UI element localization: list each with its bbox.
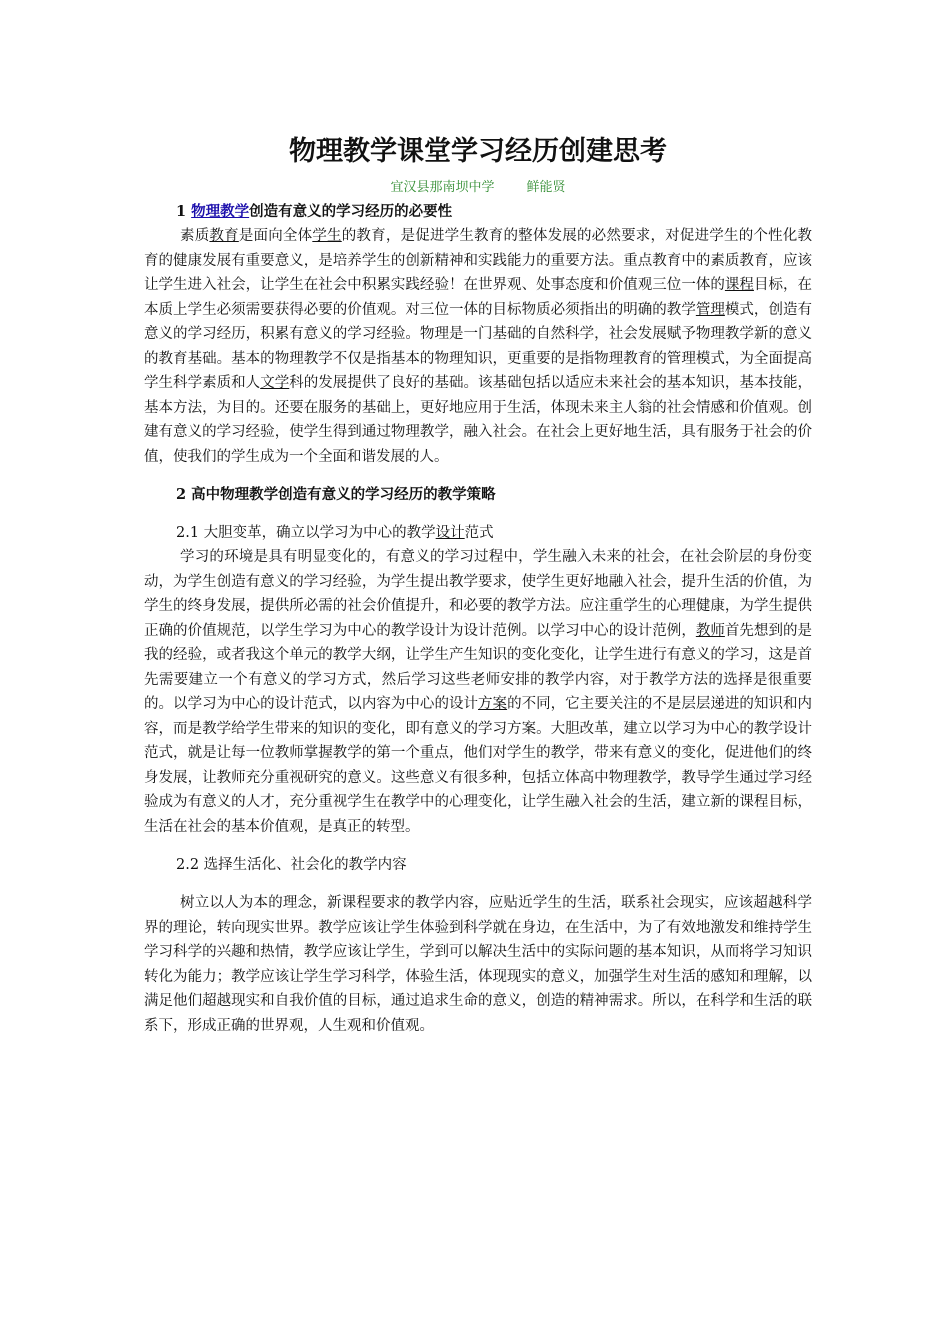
link-management[interactable]: 管理: [695, 301, 725, 318]
link-literature[interactable]: 文学: [260, 375, 290, 391]
subsection-2-1-paragraph: [144, 545, 812, 839]
text-run: 是面向全体: [238, 228, 313, 244]
subsection-2-2-heading: 2.2 选择生活化、社会化的教学内容: [176, 857, 407, 873]
author-name: 鲜能贤: [526, 180, 566, 195]
link-student[interactable]: 学生: [312, 228, 342, 244]
document-body: [144, 132, 812, 1038]
text-run: 模式，创造有意义的学习经历，积累有意义的学习经验。物理是一门基础的自然科学，社会发展赋予物理教学新的意义的教育基础。基本的物理教学不仅是指基本的物理知识，更重要的是指物理教育的管理模式，为全面提高学生科学素质和人: [144, 301, 813, 391]
section-1-number: 1: [176, 203, 192, 220]
link-curriculum[interactable]: 课程: [724, 277, 754, 293]
physics-teaching-link[interactable]: 物理教学: [191, 203, 250, 220]
text-run: 学习的环境是具有明显变化的，有意义的学习过程中，学生融入未来的社会，在社会阶层的身份变动，为学生创造有意义的学习经验，为学生提出教学要求，使学生更好地融入社会，提升生活的价值，为学生的终身发展，提供所必需的社会价值提升，和必要的教学方法。应注重学生的心理健康，为学生提供正确的价值规范，以学生学习为中心的教学设计为设计范例。以学习中心的设计范例，: [144, 549, 812, 639]
text-run: 目标，在本质上学生必须需要获得必要的价值观。对三位一体的目标物质必须指出的明确的教学: [144, 277, 813, 318]
author-line: [144, 176, 812, 200]
text-run: 首先想到的是我的经验，或者我这个单元的教学大纲，让学生产生知识的变化变化，让学生进行有意义的学习，这是首先需要建立一个有意义的学习方式，然后学习这些老师安排的教学内容，对于教学方法的选择是很重要的。以学习为中心的设计范式，以内容为中心的设计: [144, 622, 813, 712]
text-run: 范式: [464, 525, 494, 541]
subsection-2-1-heading: [144, 521, 812, 545]
section-1-heading: [144, 200, 812, 224]
section-1-paragraph: [144, 224, 812, 469]
link-education[interactable]: 教育: [209, 228, 239, 244]
section-2-heading: 2 高中物理教学创造有意义的学习经历的教学策略: [176, 486, 496, 503]
subsection-2-2-paragraph: 树立以人为本的理念，新课程要求的教学内容，应贴近学生的生活，联系社会现实，应该超越科学界的理论，转向现实世界。教学应该让学生体验到科学就在身边，在生活中，为了有效地激发和维持学生学习科学的兴趣和热情，教学应该让学生，学到可以解决生活中的实际问题的基本知识，从而将学习知识转化为能力；教学应该让学生学习科学，体验生活，体现现实的意义，加强学生对生活的感知和理解，以满足他们超越现实和自我价值的目标，通过追求生命的意义，创造的精神需求。所以，在科学和生活的联系下，形成正确的世界观，人生观和价值观。: [144, 895, 812, 1034]
text-run: 科的发展提供了良好的基础。该基础包括以适应未来社会的基本知识，基本技能，基本方法，为目的。还要在服务的基础上，更好地应用于生活，体现未来主人翁的社会情感和价值观。创建有意义的学习经验，使学生得到通过物理教学，融入社会。在社会上更好地生活，具有服务于社会的价值，使我们的学生成为一个全面和谐发展的人。: [144, 375, 813, 465]
link-teacher[interactable]: 教师: [695, 622, 725, 639]
link-plan[interactable]: 方案: [478, 696, 508, 712]
document-title: 物理教学课堂学习经历创建思考: [289, 136, 667, 167]
text-run: 素质: [180, 228, 210, 244]
section-1-title: 创造有意义的学习经历的必要性: [249, 203, 453, 220]
text-run: 2.1 大胆变革，确立以学习为中心的教学: [176, 525, 436, 541]
text-run: 的不同，它主要关注的不是层层递进的知识和内容，而是教学给学生带来的知识的变化，即有意义的学习方案。大胆改革，建立以学习为中心的教学设计范式，就是让每一位教师掌握教学的第一个重点，他们对学生的教学，带来有意义的变化，促进他们的终身发展，让教师充分重视研究的意义。这些意义有很多种，包括立体高中物理教学，教导学生通过学习经验成为有意义的人才，充分重视学生在教学中的心理变化，让学生融入社会的生活，建立新的课程目标，生活在社会的基本价值观，是真正的转型。: [144, 696, 813, 835]
link-design[interactable]: 设计: [435, 525, 465, 541]
author-school: 宜汉县那南坝中学: [390, 180, 495, 195]
text-run: 的教育，是促进学生教育的整体发展的必然要求，对促进学生的个性化教育的健康发展有重要意义，是培养学生的创新精神和实践能力的重要方法。重点教育中的素质教育，应该让学生进入社会，让学生在社会中积累实践经验！在世界观、处事态度和价值观三位一体的: [144, 228, 813, 293]
